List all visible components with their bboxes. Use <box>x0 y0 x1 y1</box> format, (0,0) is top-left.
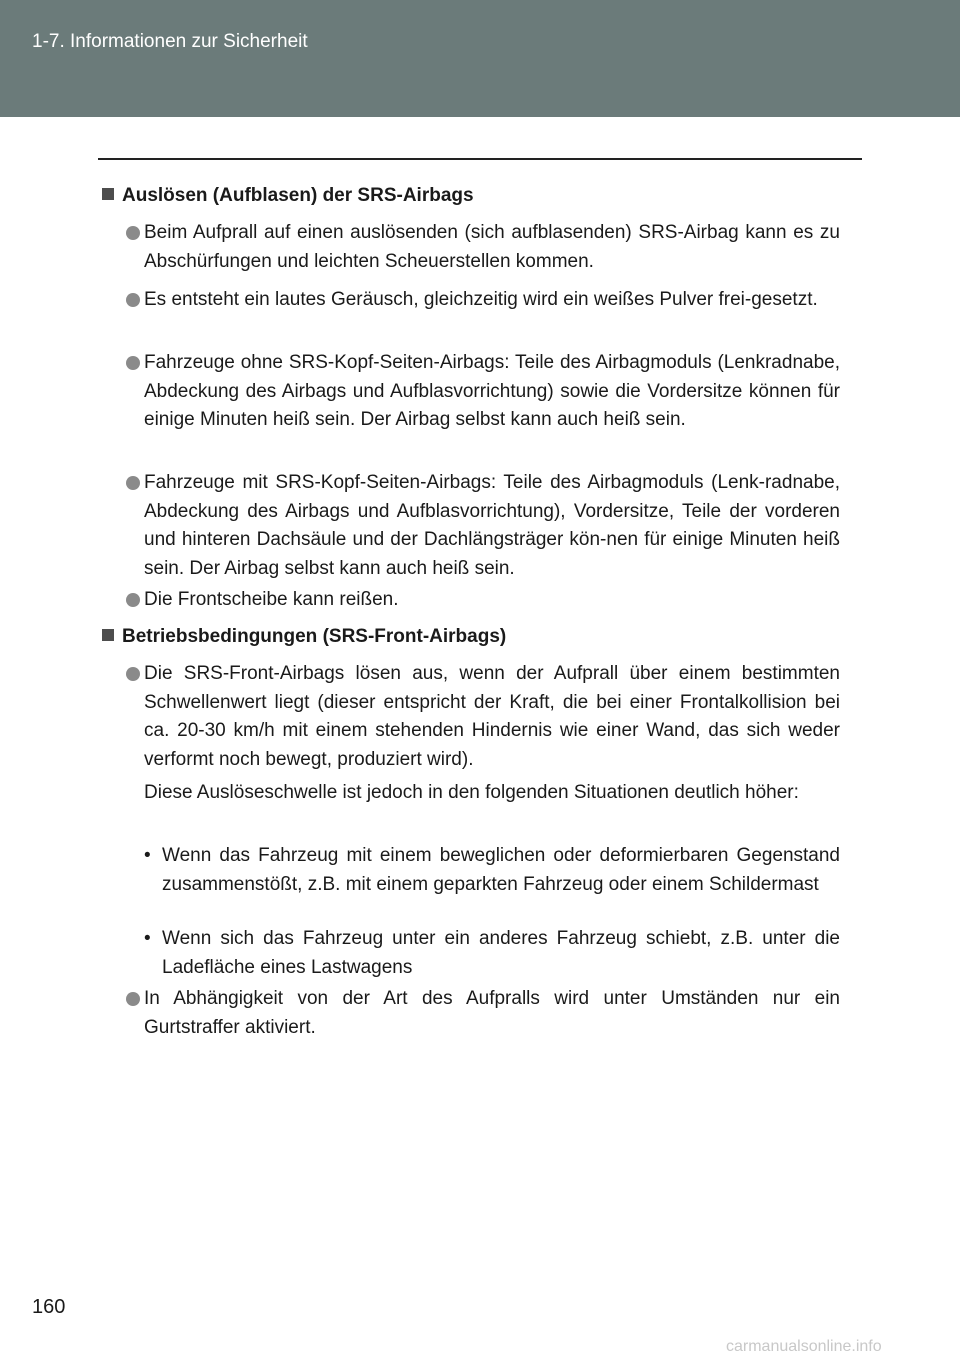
square-bullet-icon <box>102 629 114 641</box>
section-heading-ausloesen <box>102 183 474 209</box>
circle-bullet-icon <box>126 992 140 1006</box>
chapter-title: 1-7. Informationen zur Sicherheit <box>32 31 308 52</box>
section-heading-text: Auslösen (Aufblasen) der SRS-Airbags <box>122 185 474 206</box>
chapter-header-bar <box>0 0 960 117</box>
circle-bullet-icon <box>126 226 140 240</box>
page-number: 160 <box>32 1296 66 1318</box>
sub-list-item <box>144 925 840 982</box>
bullet-text: Die Frontscheibe kann reißen. <box>144 589 399 610</box>
circle-bullet-icon <box>126 593 140 607</box>
sub-item-marker: • <box>144 928 151 949</box>
circle-bullet-icon <box>126 476 140 490</box>
circle-bullet-icon <box>126 293 140 307</box>
sub-item-text: Wenn sich das Fahrzeug unter ein anderes Fahrzeug schiebt, z.B. unter die Ladefläche eines Lastwagens <box>162 928 840 978</box>
circle-bullet-icon <box>126 356 140 370</box>
bullet-text: Fahrzeuge mit SRS-Kopf-Seiten-Airbags: Teile des Airbagmoduls (Lenk-radnabe, Abdeckung des Airbags und Aufblasvorrichtung), Vordersitze, Teile der vorderen und hinteren Dachsäule und der Dachlängsträger kön-nen für einige Minuten heiß sein. Der Airbag selbst kann auch heiß sein. <box>144 472 840 579</box>
bullet-text: In Abhängigkeit von der Art des Aufpralls wird unter Umständen nur ein Gurtstraffer aktiviert. <box>144 988 840 1038</box>
continuation-text: Diese Auslöseschwelle ist jedoch in den folgenden Situationen deutlich höher: <box>144 782 799 803</box>
bullet-text: Fahrzeuge ohne SRS-Kopf-Seiten-Airbags: Teile des Airbagmoduls (Lenkradnabe, Abdeckung des Airbags und Aufblasvorrichtung) sowie die Vordersitze können für einige Minuten heiß sein. Der Airbag selbst kann auch heiß sein. <box>144 352 840 430</box>
section-heading-text: Betriebsbedingungen (SRS-Front-Airbags) <box>122 626 507 647</box>
watermark: carmanualsonline.info <box>726 1338 882 1355</box>
sub-list-item <box>144 842 840 899</box>
header-rule <box>98 158 862 160</box>
bullet-text: Es entsteht ein lautes Geräusch, gleichzeitig wird ein weißes Pulver frei-gesetzt. <box>144 289 818 310</box>
sub-item-text: Wenn das Fahrzeug mit einem beweglichen oder deformierbaren Gegenstand zusammenstößt, z.B. mit einem geparkten Fahrzeug oder einem Schildermast <box>162 845 840 895</box>
bullet-text: Die SRS-Front-Airbags lösen aus, wenn der Aufprall über einem bestimmten Schwellenwert liegt (dieser entspricht der Kraft, die bei einer Frontalkollision bei ca. 20-30 km/h mit einem stehenden Hindernis wie einer Wand, das sich weder verformt noch bewegt, produziert wird). <box>144 663 840 770</box>
section-heading-betriebsbedingungen <box>102 624 506 650</box>
square-bullet-icon <box>102 188 114 200</box>
bullet-text: Beim Aufprall auf einen auslösenden (sich aufblasenden) SRS-Airbag kann es zu Abschürfungen und leichten Scheuerstellen kommen. <box>144 222 840 272</box>
sub-item-marker: • <box>144 845 151 866</box>
circle-bullet-icon <box>126 667 140 681</box>
